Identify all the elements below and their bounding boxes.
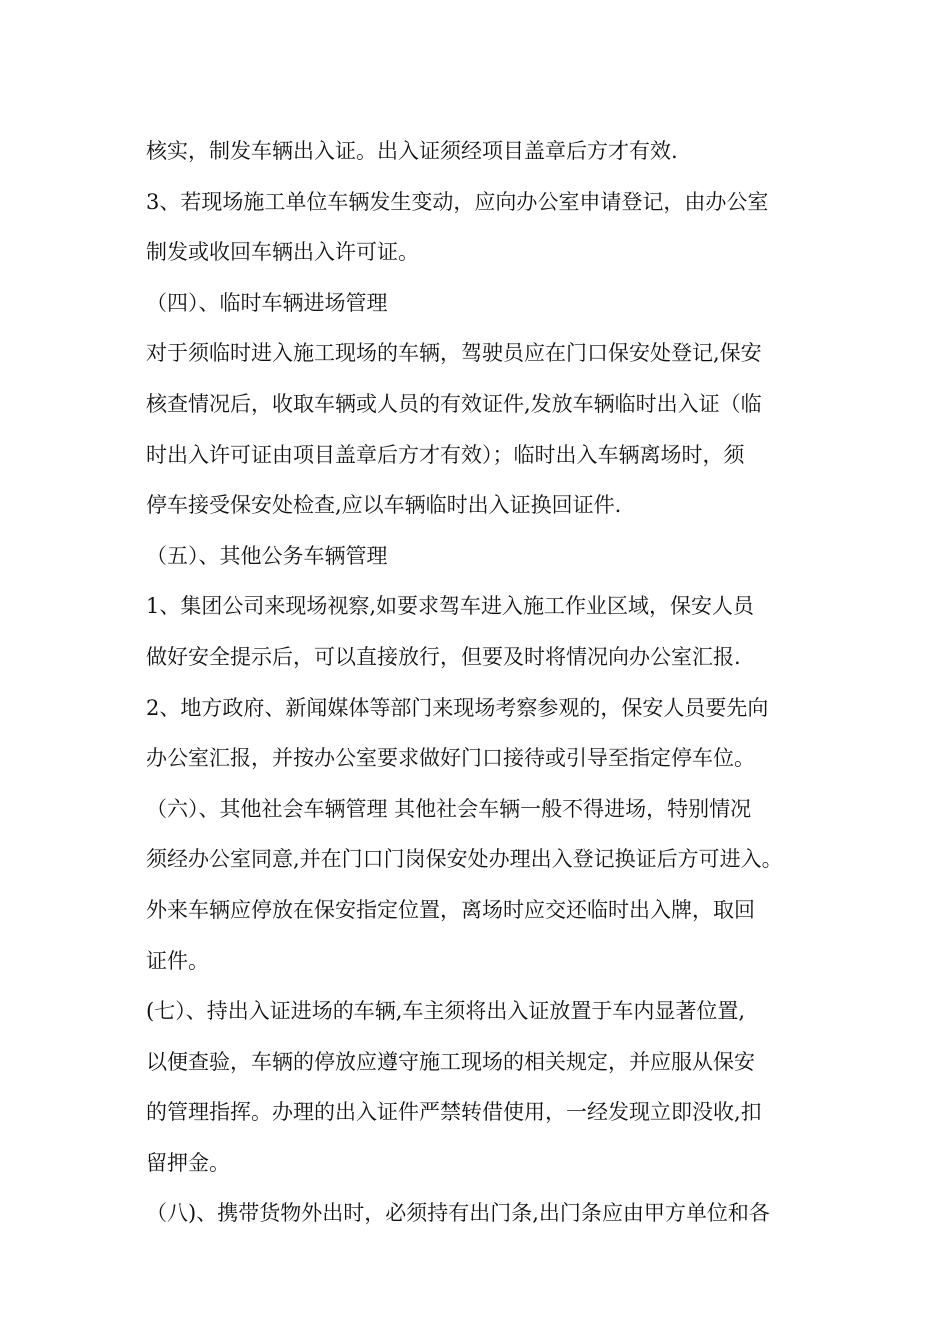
text-line: 办公室汇报，并按办公室要求做好门口接待或引导至指定停车位。: [146, 746, 755, 771]
text-line: 以便查验，车辆的停放应遵守施工现场的相关规定，并应服从保安: [146, 1049, 755, 1074]
text-line: 2、地方政府、新闻媒体等部门来现场考察参观的，保安人员要先向: [146, 695, 769, 720]
section-heading: (七）、持出入证进场的车辆,车主须将出入证放置于车内显著位置,: [146, 999, 746, 1024]
text-line: 核查情况后，收取车辆或人员的有效证件,发放车辆临时出入证（临: [146, 391, 762, 416]
document-body: [146, 126, 814, 1239]
text-line: 须经办公室同意,并在门口门岗保安处办理出入登记换证后方可进入。: [146, 847, 783, 872]
text-line: 的管理指挥。办理的出入证件严禁转借使用，一经发现立即没收,扣: [146, 1100, 762, 1125]
text-line: 证件。: [146, 948, 209, 973]
text-line: 1、集团公司来现场视察,如要求驾车进入施工作业区域，保安人员: [146, 594, 755, 619]
text-line: 时出入许可证由项目盖章后方才有效）；临时出入车辆离场时，须: [146, 442, 745, 467]
text-line: 留押金。: [146, 1150, 230, 1175]
section-heading: （六）、其他社会车辆管理 其他社会车辆一般不得进场，特别情况: [146, 796, 752, 821]
text-line: 制发或收回车辆出入许可证。: [146, 240, 419, 265]
section-heading: （四）、临时车辆进场管理: [146, 290, 388, 315]
text-line: 做好安全提示后，可以直接放行，但要及时将情况向办公室汇报.: [146, 644, 741, 669]
section-heading: （五）、其他公务车辆管理: [146, 543, 388, 568]
text-line: 外来车辆应停放在保安指定位置，离场时应交还临时出入牌，取回: [146, 897, 755, 922]
text-line: 对于须临时进入施工现场的车辆，驾驶员应在门口保安处登记,保安: [146, 341, 762, 366]
section-heading: （八)、携带货物外出时，必须持有出门条,出门条应由甲方单位和各: [146, 1201, 770, 1226]
text-line: 停车接受保安处检查,应以车辆临时出入证换回证件.: [146, 493, 622, 518]
text-line: 核实，制发车辆出入证。出入证须经项目盖章后方才有效.: [146, 139, 678, 163]
text-line: 3、若现场施工单位车辆发生变动，应向办公室申请登记，由办公室: [146, 189, 769, 214]
